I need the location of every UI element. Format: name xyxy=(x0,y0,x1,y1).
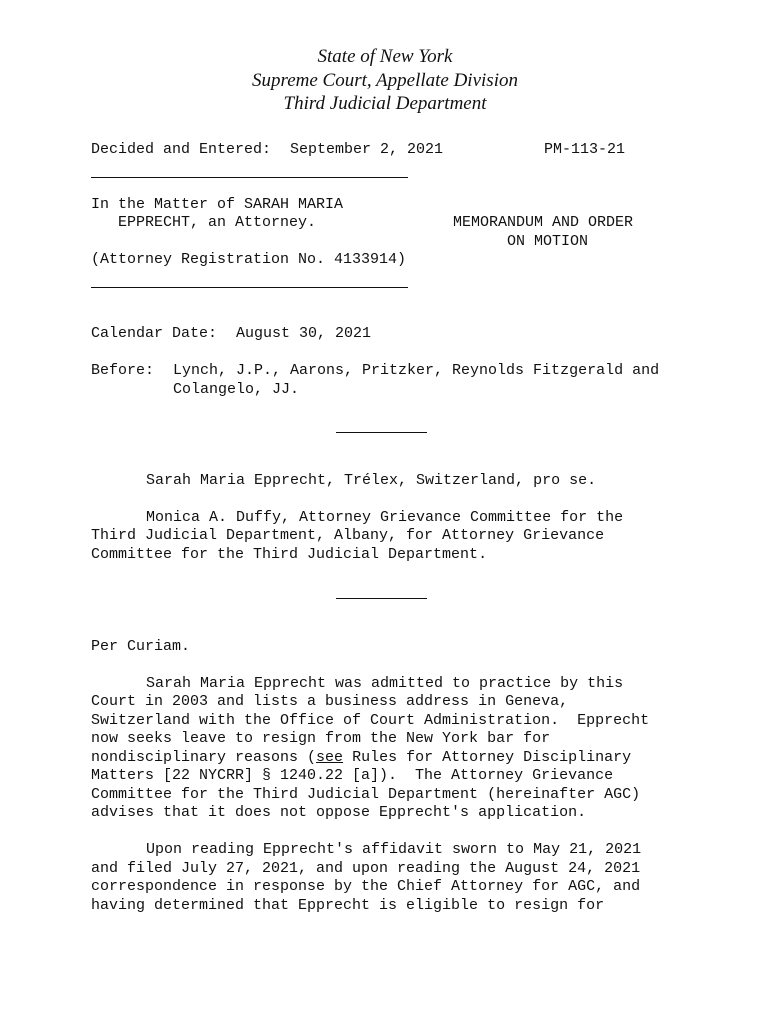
paragraph-line: Switzerland with the Office of Court Administration. Epprecht xyxy=(91,712,650,729)
paragraph-line: and filed July 27, 2021, and upon reading the August 24, 2021 xyxy=(91,860,641,877)
docket-number: PM-113-21 xyxy=(544,141,626,158)
before-label: Before: xyxy=(91,362,155,379)
appearance-agc-line3: Committee for the Third Judicial Department. xyxy=(91,546,488,563)
paragraph-line: Matters [22 NYCRR] § 1240.22 [a]). The Attorney Grievance xyxy=(91,767,614,784)
before-justices-line1: Lynch, J.P., Aarons, Pritzker, Reynolds Fitzgerald and xyxy=(173,362,660,379)
caption-matter-line1: In the Matter of SARAH MARIA xyxy=(91,196,344,213)
caption-matter-line2: EPPRECHT, an Attorney. xyxy=(118,214,317,231)
court-department: Third Judicial Department xyxy=(283,93,487,114)
section-divider xyxy=(336,598,427,599)
registration-number: (Attorney Registration No. 4133914) xyxy=(91,251,407,268)
appearance-agc-line2: Third Judicial Department, Albany, for Attorney Grievance xyxy=(91,527,605,544)
paragraph-line: now seeks leave to resign from the New York bar for xyxy=(91,730,551,747)
decided-label: Decided and Entered: xyxy=(91,141,272,158)
paragraph-line: Upon reading Epprecht's affidavit sworn to May 21, 2021 xyxy=(146,841,642,858)
court-state: State of New York xyxy=(317,46,453,67)
text-run: nondisciplinary reasons ( xyxy=(91,749,317,766)
caption-bottom-rule xyxy=(91,287,408,288)
see-signal: see xyxy=(316,749,344,766)
caption-top-rule xyxy=(91,177,408,178)
section-divider xyxy=(336,432,427,433)
paragraph-line: correspondence in response by the Chief Attorney for AGC, and xyxy=(91,878,641,895)
text-run: Rules for Attorney Disciplinary xyxy=(343,749,632,766)
paragraph-line: having determined that Epprecht is eligible to resign for xyxy=(91,897,605,914)
calendar-label: Calendar Date: xyxy=(91,325,218,342)
paragraph-line: advises that it does not oppose Epprecht's application. xyxy=(91,804,587,821)
paragraph-line xyxy=(91,749,631,768)
before-justices-line2: Colangelo, JJ. xyxy=(173,381,300,398)
paragraph-line: Committee for the Third Judicial Department (hereinafter AGC) xyxy=(91,786,641,803)
appearance-respondent: Sarah Maria Epprecht, Trélex, Switzerland, pro se. xyxy=(146,472,597,489)
opinion-heading: Per Curiam. xyxy=(91,638,191,655)
decided-date: September 2, 2021 xyxy=(290,141,444,158)
memorandum-title-line1: MEMORANDUM AND ORDER xyxy=(453,214,634,231)
appearance-agc-line1: Monica A. Duffy, Attorney Grievance Committee for the xyxy=(146,509,624,526)
memorandum-title-line2: ON MOTION xyxy=(507,233,589,250)
paragraph-line: Court in 2003 and lists a business address in Geneva, xyxy=(91,693,569,710)
calendar-date: August 30, 2021 xyxy=(236,325,372,342)
paragraph-line: Sarah Maria Epprecht was admitted to practice by this xyxy=(146,675,624,692)
court-name: Supreme Court, Appellate Division xyxy=(252,70,518,91)
